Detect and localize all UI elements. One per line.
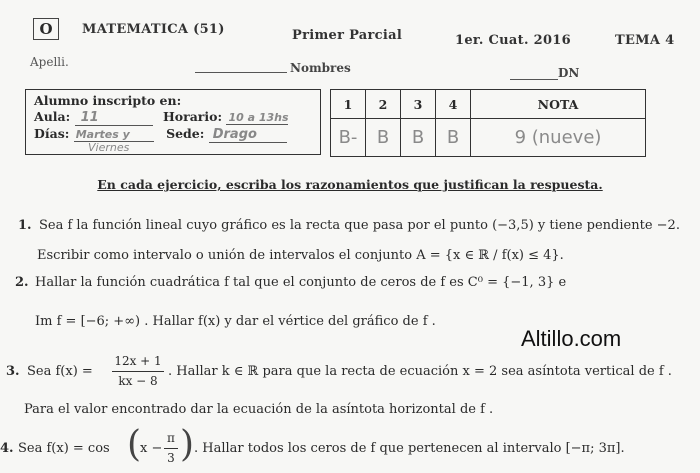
exercise-4-number: 4. (0, 441, 14, 456)
grade-value-nota: 9 (nueve) (471, 119, 646, 157)
tema-label: TEMA 4 (615, 33, 675, 48)
grade-header-1: 1 (331, 90, 366, 119)
exercise-4-close-paren: ) (180, 424, 195, 465)
dias-label: Días: (34, 126, 70, 141)
exercise-3-function-lhs: Sea f(x) = (27, 364, 93, 379)
student-info-box (25, 89, 321, 155)
exam-name: Primer Parcial (292, 28, 403, 43)
aula-value: 11 (75, 110, 153, 126)
dni-label: DN (558, 66, 580, 80)
exercise-4-fraction-bar (164, 448, 178, 449)
aula-label: Aula: (34, 109, 71, 124)
horario-label: Horario: (162, 109, 223, 124)
exercise-2-number: 2. (15, 275, 29, 290)
exercise-3-denominator: kx − 8 (118, 374, 158, 388)
subject-title: MATEMATICA (51) (82, 22, 225, 37)
student-box-title: Alumno inscripto en: (34, 93, 182, 108)
grade-header-2: 2 (366, 90, 401, 119)
exercise-4-line-1: . Hallar todos los ceros de f que pertenecen al intervalo [−π; 3π]. (194, 441, 625, 456)
nombres-line (510, 79, 558, 80)
exercise-3-fraction-bar (112, 371, 164, 372)
sede-value: Drago (209, 127, 287, 143)
grade-header-3: 3 (401, 90, 436, 119)
dias-value: Martes y (74, 128, 154, 142)
exercise-1-number: 1. (18, 218, 32, 233)
sede-label: Sede: (166, 126, 205, 141)
grade-header-4: 4 (436, 90, 471, 119)
exercise-4-open-paren: ( (127, 424, 142, 465)
exercise-4-three: 3 (167, 451, 175, 465)
exercise-4-argument: x − (140, 441, 163, 456)
grade-value-4: B (436, 119, 471, 157)
apellido-label: Apelli. (30, 55, 69, 69)
exercise-3-line-2: Para el valor encontrado dar la ecuación de la asíntota horizontal de f . (24, 402, 494, 417)
exercise-3-line-1: . Hallar k ∈ ℝ para que la recta de ecuación x = 2 sea asíntota vertical de f . (168, 364, 672, 379)
exercise-1-line-1: Sea f la función lineal cuyo gráfico es la recta que pasa por el punto (−3,5) y tiene pendiente −2. (39, 218, 680, 233)
exercise-2-line-1: Hallar la función cuadrática f tal que el conjunto de ceros de f es C⁰ = {−1, 3} e (35, 275, 567, 290)
grade-value-3: B (401, 119, 436, 157)
exercise-1-line-2: Escribir como intervalo o unión de intervalos el conjunto A = {x ∈ ℝ / f(x) ≤ 4}. (37, 248, 564, 263)
watermark-text: Altillo.com (521, 326, 622, 351)
instruction-text: En cada ejercicio, escriba los razonamientos que justifican la respuesta. (97, 177, 603, 192)
exercise-3-number: 3. (6, 364, 20, 379)
grade-value-2: B (366, 119, 401, 157)
exam-code-box: O (33, 18, 59, 40)
nombres-label: Nombres (290, 61, 351, 75)
grade-value-1: B- (331, 119, 366, 157)
exercise-4-function-lhs: Sea f(x) = cos (18, 441, 110, 456)
apellido-line (195, 72, 287, 73)
grades-table (330, 89, 646, 157)
dias-value-continued: Viernes (88, 141, 130, 154)
exercise-2-line-2: Im f = [−6; +∞) . Hallar f(x) y dar el vértice del gráfico de f . (35, 314, 436, 329)
horario-value: 10 a 13hs (228, 111, 289, 124)
exercise-3-numerator: 12x + 1 (114, 354, 162, 368)
grades-value-row (331, 119, 646, 157)
grades-header-row (331, 90, 646, 119)
term-label: 1er. Cuat. 2016 (455, 33, 571, 48)
exercise-4-pi: π (167, 431, 175, 445)
grade-header-nota: NOTA (471, 90, 646, 119)
